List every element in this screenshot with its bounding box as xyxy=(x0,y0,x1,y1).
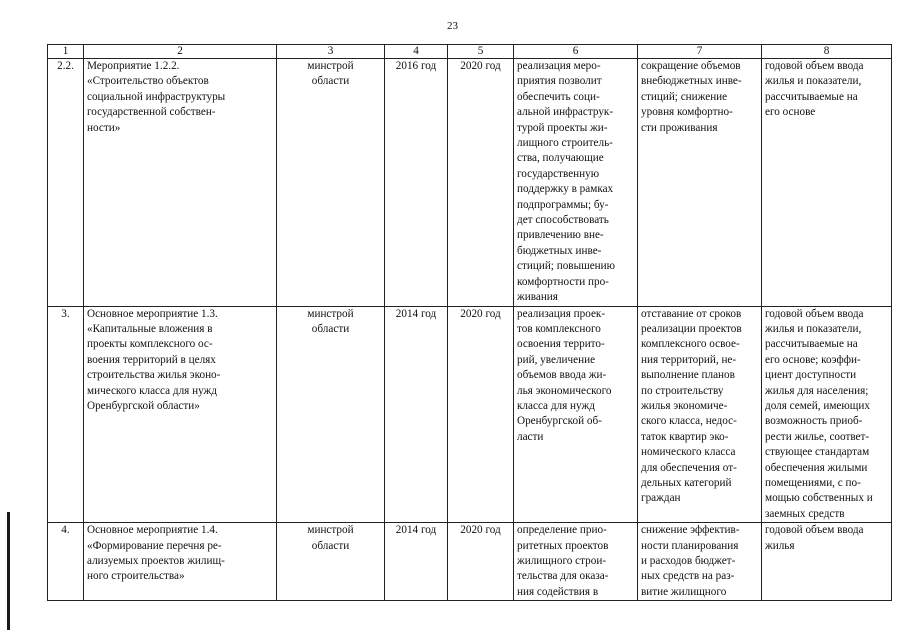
header-cell: 3 xyxy=(277,45,385,59)
page-number: 23 xyxy=(447,20,458,32)
start-year-cell: 2014 год xyxy=(385,306,448,523)
header-cell: 7 xyxy=(638,45,762,59)
table-row xyxy=(48,59,892,307)
measures-table xyxy=(47,44,892,601)
table-header-row xyxy=(48,45,892,59)
end-year-cell: 2020 год xyxy=(448,306,514,523)
consequences-cell: снижение эффектив- ности планирования и расходов бюджет- ных средств на раз- витие жилищного xyxy=(638,523,762,601)
header-cell: 4 xyxy=(385,45,448,59)
measure-cell: Основное мероприятие 1.4. «Формирование перечня ре- ализуемых проектов жилищ- ного строительства» xyxy=(84,523,277,601)
result-cell: определение прио- ритетных проектов жилищного строи- тельства для оказа- ния содействия в xyxy=(514,523,638,601)
row-number: 2.2. xyxy=(48,59,84,307)
consequences-cell: сокращение объемов внебюджетных инве- стиций; снижение уровня комфортно- сти проживания xyxy=(638,59,762,307)
executor-cell: минстрой области xyxy=(277,59,385,307)
header-cell: 1 xyxy=(48,45,84,59)
indicators-cell: годовой объем ввода жилья и показатели, рассчитываемые на его основе xyxy=(762,59,892,307)
measure-cell: Мероприятие 1.2.2. «Строительство объектов социальной инфраструктуры государственной собствен- ности» xyxy=(84,59,277,307)
header-cell: 8 xyxy=(762,45,892,59)
indicators-cell: годовой объем ввода жилья и показатели, рассчитываемые на его основе; коэффи- циент доступности жилья для населения; доля семей, имеющих возможность приоб- рести жилье, соответ- ствующее стандартам обеспечения жилыми помещениями, с по- мощью собственных и заемных средств xyxy=(762,306,892,523)
scan-edge-mark xyxy=(7,512,10,630)
result-cell: реализация проек- тов комплексного освоения террито- рий, увеличение объемов ввода жи- лья экономического класса для нужд Оренбургской об- ласти xyxy=(514,306,638,523)
header-cell: 2 xyxy=(84,45,277,59)
table-row xyxy=(48,306,892,523)
start-year-cell: 2016 год xyxy=(385,59,448,307)
executor-cell: минстрой области xyxy=(277,523,385,601)
end-year-cell: 2020 год xyxy=(448,59,514,307)
table-row xyxy=(48,523,892,601)
start-year-cell: 2014 год xyxy=(385,523,448,601)
row-number: 3. xyxy=(48,306,84,523)
consequences-cell: отставание от сроков реализации проектов комплексного освое- ния территорий, не- выполнение планов по строительству жилья экономиче- ского класса, недос- таток квартир эко- номического класса для обеспечения от- дельных категорий граждан xyxy=(638,306,762,523)
header-cell: 5 xyxy=(448,45,514,59)
result-cell: реализация меро- приятия позволит обеспечить соци- альной инфраструк- турой проекты жи- лищного строитель- ства, получающие государственную поддержку в рамках подпрограммы; бу- дет способствовать привлечению вне- бюджетных инве- стиций; повышению комфортности про- живания xyxy=(514,59,638,307)
executor-cell: минстрой области xyxy=(277,306,385,523)
header-cell: 6 xyxy=(514,45,638,59)
measure-cell: Основное мероприятие 1.3. «Капитальные вложения в проекты комплексного ос- воения территорий в целях строительства жилья эконо- мического класса для нужд Оренбургской области» xyxy=(84,306,277,523)
row-number: 4. xyxy=(48,523,84,601)
indicators-cell: годовой объем ввода жилья xyxy=(762,523,892,601)
end-year-cell: 2020 год xyxy=(448,523,514,601)
